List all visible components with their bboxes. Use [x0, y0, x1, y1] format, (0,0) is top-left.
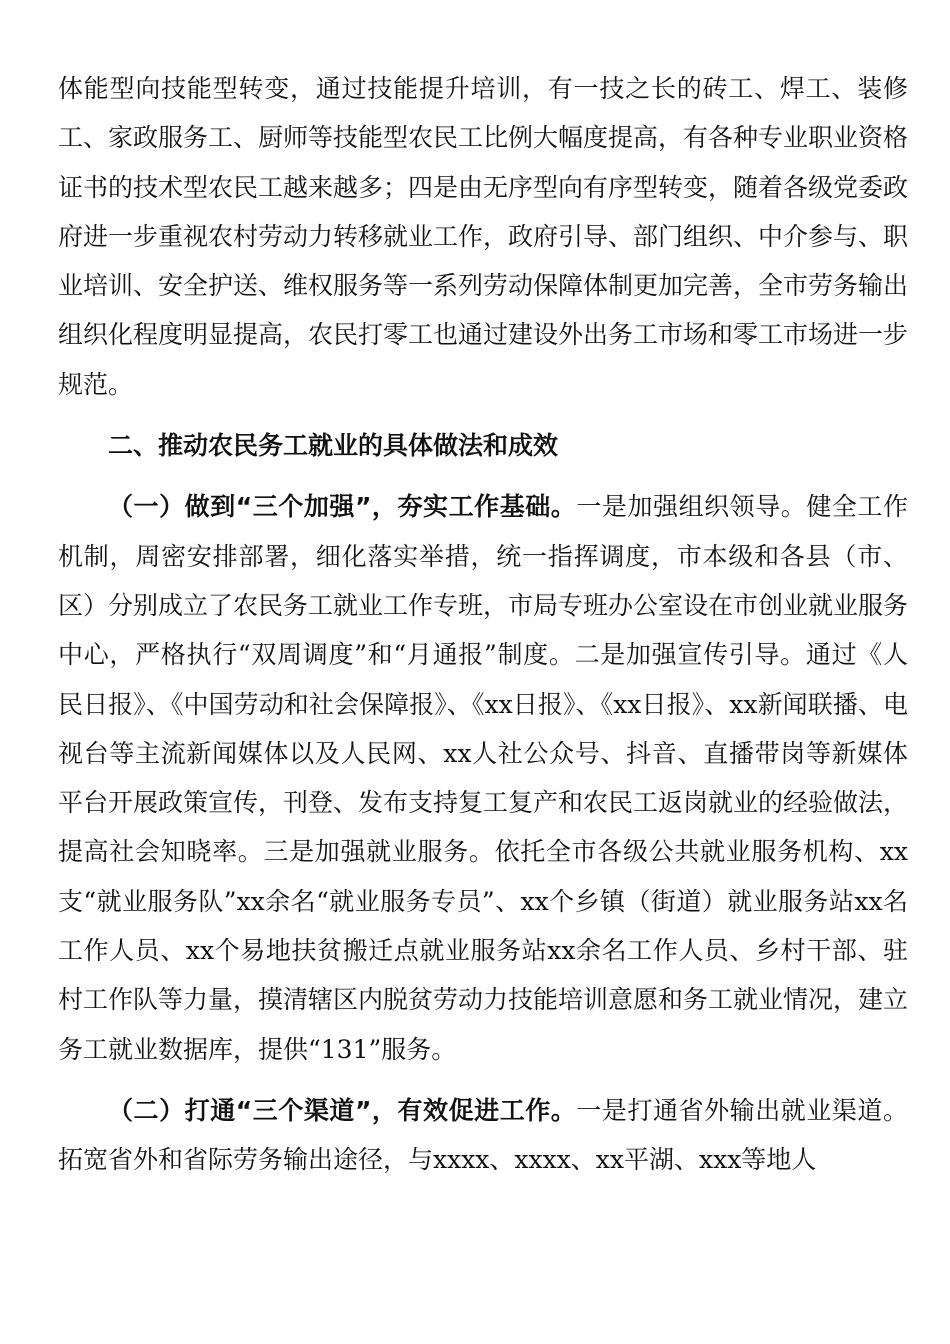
section-1-body: 一是加强组织领导。健全工作机制，周密安排部署，细化落实举措，统一指挥调度，市本级和各县（市、区）分别成立了农民务工就业工作专班，市局专班办公室设在市创业就业服务中心，严格执行“双周调度”和“月通报”制度。二是加强宣传引导。通过《人民日报》、《中国劳动和社会保障报》、《xx日报》、《xx日报》、xx新闻联播、电视台等主流新闻媒体以及人民网、xx人社公众号、抖音、直播带岗等新媒体平台开展政策宣传，刊登、发布支持复工复产和农民工返岗就业的经验做法，提高社会知晓率。三是加强就业服务。依托全市各级公共就业服务机构、xx支“就业服务队”xx余名“就业服务专员”、xx个乡镇（街道）就业服务站xx名工作人员、xx个易地扶贫搬迁点就业服务站xx余名工作人员、乡村干部、驻村工作队等力量，摸清辖区内脱贫劳动力技能培训意愿和务工就业情况，建立务工就业数据库，提供“131”服务。 — [58, 492, 909, 1064]
paragraph-continued: 体能型向技能型转变，通过技能提升培训，有一技之长的砖工、焊工、装修工、家政服务工、厨师等技能型农民工比例大幅度提高，有各种专业职业资格证书的技术型农民工越来越多；四是由无序型向有序型转变，随着各级党委政府进一步重视农村劳动力转移就业工作，政府引导、部门组织、中介参与、职业培训、安全护送、维权服务等一系列劳动保障体制更加完善，全市劳务输出组织化程度明显提高，农民打零工也通过建设外出务工市场和零工市场进一步规范。 — [58, 74, 909, 399]
section-2-body: 一是打通省外输出就业渠道。拓宽省外和省际劳务输出途径，与xxxx、xxxx、xx平湖、xxx等地人 — [58, 1095, 908, 1175]
section-2-lead: （二）打通“三个渠道”，有效促进工作。 — [108, 1095, 577, 1125]
section-1-lead: （一）做到“三个加强”，夯实工作基础。 — [108, 492, 577, 522]
paragraph-section-2 — [58, 1086, 908, 1185]
document-page — [58, 64, 908, 1185]
section-heading: 二、推动农民务工就业的具体做法和成效 — [108, 431, 559, 461]
paragraph-section-1 — [58, 482, 908, 1074]
